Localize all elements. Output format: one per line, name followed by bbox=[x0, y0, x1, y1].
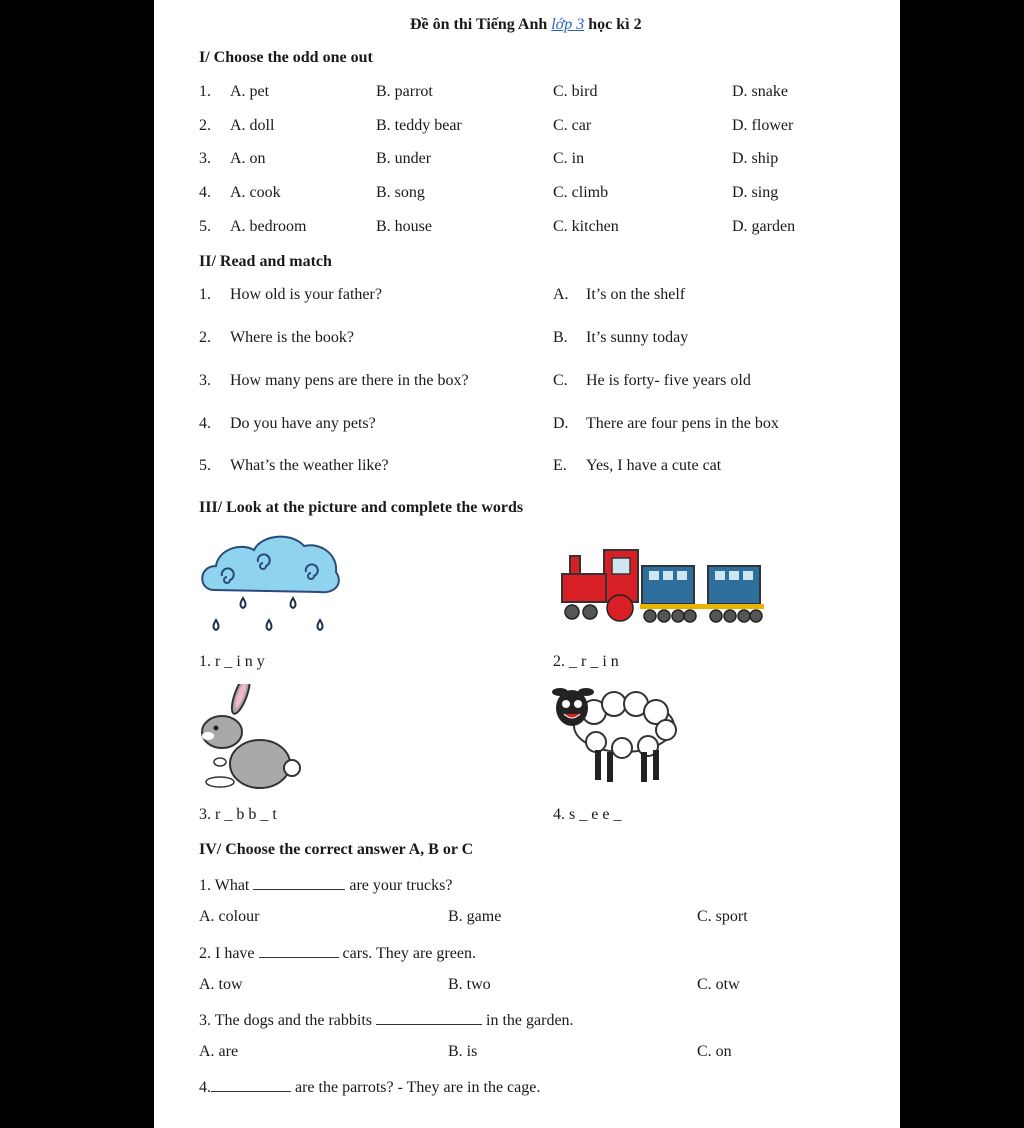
rain-cloud-icon bbox=[196, 528, 344, 644]
worksheet-page: Đề ôn thi Tiếng Anh lớp 3 học kì 2 I/ Choose the odd one out 1. A. pet B. parrot C. bird D. snake 2. A. doll B. teddy bear C. car D. flower 3. A. on B. under C. in D. ship 4. A. cook B. song C. climb D. sing 5. A. bedroom B. house C. kitchen D. garden II/ Read and match 1. How old is your father? A. It’s on the shelf 2. Where is the book? B. It’s sunny today 3. How many pens are there in the box? C. He is forty- five years old 4. Do you have any pets? D. There are four pens in the box 5. What’s the weather like? E. Yes, I have a cute cat III/ Look at the picture and complete the words 1. r _ i n y 2. _ r _ i n 3. r _ b b _ t 4. s _ e e _ IV/ Choose the correct answer A, B or C 1. What are your trucks? A. colour B. game C. sport 2. I have cars. They are green. A. tow B. two C. otw 3. The dogs and the rabbits in the garden. A. are B. is C. on 4. are the parrots? - They are in the cage. bbox=[154, 0, 900, 1128]
rabbit-icon bbox=[198, 684, 302, 794]
option-a: A. tow bbox=[199, 976, 243, 993]
option-c: C. otw bbox=[697, 976, 740, 993]
option-b: B. is bbox=[448, 1043, 478, 1060]
word-item-2: 2. _ r _ i n bbox=[553, 653, 619, 670]
word-item-1: 1. r _ i n y bbox=[199, 653, 265, 670]
grade-link[interactable]: lớp 3 bbox=[551, 16, 585, 33]
answer-blank[interactable] bbox=[211, 1077, 291, 1092]
section3-heading: III/ Look at the picture and complete the words bbox=[199, 499, 524, 516]
page-title: Đề ôn thi Tiếng Anh lớp 3 học kì 2 bbox=[410, 16, 642, 33]
answer-blank[interactable] bbox=[376, 1010, 482, 1025]
option-b: B. two bbox=[448, 976, 491, 993]
answer-blank[interactable] bbox=[259, 943, 339, 958]
option-a: A. colour bbox=[199, 908, 260, 925]
word-item-3: 3. r _ b b _ t bbox=[199, 806, 277, 823]
sheep-icon bbox=[552, 682, 684, 794]
option-b: B. game bbox=[448, 908, 502, 925]
section2-heading: II/ Read and match bbox=[199, 253, 332, 270]
option-a: A. are bbox=[199, 1043, 239, 1060]
answer-blank[interactable] bbox=[253, 875, 345, 890]
section1-heading: I/ Choose the odd one out bbox=[199, 49, 373, 66]
question-4: 4. are the parrots? - They are in the cage. bbox=[199, 1079, 541, 1096]
word-item-4: 4. s _ e e _ bbox=[553, 806, 622, 823]
train-icon bbox=[556, 546, 772, 628]
section4-heading: IV/ Choose the correct answer A, B or C bbox=[199, 841, 474, 858]
question-2: 2. I have cars. They are green. bbox=[199, 945, 476, 962]
option-c: C. sport bbox=[697, 908, 748, 925]
question-3: 3. The dogs and the rabbits in the garden. bbox=[199, 1012, 574, 1029]
option-c: C. on bbox=[697, 1043, 732, 1060]
question-1: 1. What are your trucks? bbox=[199, 877, 453, 894]
